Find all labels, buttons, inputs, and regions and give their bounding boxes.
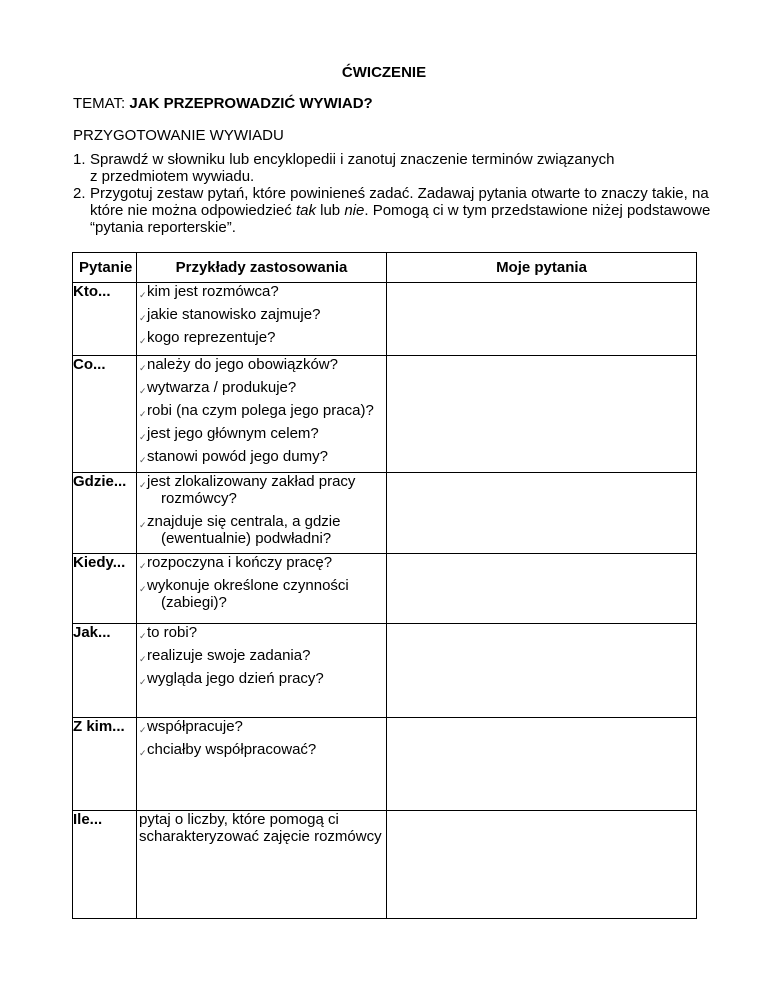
table-row (73, 811, 697, 919)
table-row (73, 718, 697, 811)
my-questions-cell[interactable] (387, 624, 697, 718)
example-text-cont: (ewentualnie) podwładni? (161, 530, 332, 547)
my-questions-cell[interactable] (387, 811, 697, 919)
example-item (137, 379, 386, 396)
example-text: rozpoczyna i kończy pracę? (147, 554, 333, 571)
topic-value: JAK PRZEPROWADZIĆ WYWIAD? (129, 95, 373, 112)
check-bullet-icon: ✓ (139, 725, 147, 735)
example-note: pytaj o liczby, które pomogą ci scharakteryzować zajęcie rozmówcy (139, 811, 382, 845)
step-text: lub (315, 202, 345, 219)
examples-cell (137, 356, 387, 473)
example-text: jest jego głównym celem? (147, 425, 319, 442)
check-bullet-icon: ✓ (139, 363, 147, 373)
table-row (73, 283, 697, 356)
check-bullet-icon: ✓ (139, 336, 147, 346)
example-text: jakie stanowisko zajmuje? (147, 306, 321, 323)
question-word: Kiedy... (73, 554, 137, 624)
check-bullet-icon: ✓ (139, 631, 147, 641)
step-number: 2. (73, 185, 86, 202)
example-text: kogo reprezentuje? (147, 329, 276, 346)
step-text-cont: z przedmiotem wywiadu. (90, 168, 255, 185)
step-emphasis: nie (344, 202, 365, 219)
example-item (137, 741, 386, 758)
examples-cell (137, 473, 387, 554)
check-bullet-icon: ✓ (139, 290, 147, 300)
questions-table (72, 252, 697, 919)
example-item (137, 554, 386, 571)
check-bullet-icon: ✓ (139, 455, 147, 465)
check-bullet-icon: ✓ (139, 409, 147, 419)
example-text-cont: rozmówcy? (161, 490, 237, 507)
example-item (137, 329, 386, 346)
example-text: robi (na czym polega jego praca)? (147, 402, 374, 419)
question-word: Kto... (73, 283, 137, 356)
example-text: realizuje swoje zadania? (147, 647, 311, 664)
example-text: wytwarza / produkuje? (147, 379, 297, 396)
check-bullet-icon: ✓ (139, 584, 147, 594)
my-questions-cell[interactable] (387, 356, 697, 473)
check-bullet-icon: ✓ (139, 480, 147, 490)
question-word: Jak... (73, 624, 137, 718)
example-text: współpracuje? (147, 718, 243, 735)
example-text: chciałby współpracować? (147, 741, 317, 758)
check-bullet-icon: ✓ (139, 654, 147, 664)
example-item (137, 624, 386, 641)
steps-list (73, 151, 713, 236)
topic-label: TEMAT: (73, 95, 130, 112)
example-item (137, 425, 386, 442)
example-item (137, 356, 386, 373)
table-header-row (73, 253, 697, 283)
topic-line (73, 95, 373, 112)
question-word: Ile... (73, 811, 137, 919)
step-item (73, 185, 713, 236)
example-text: znajduje się centrala, a gdzie (147, 513, 341, 530)
example-item (137, 448, 386, 465)
examples-cell (137, 283, 387, 356)
check-bullet-icon: ✓ (139, 561, 147, 571)
check-bullet-icon: ✓ (139, 748, 147, 758)
example-text: wygląda jego dzień pracy? (147, 670, 324, 687)
example-item (137, 670, 386, 687)
example-item (137, 647, 386, 664)
check-bullet-icon: ✓ (139, 677, 147, 687)
step-text: . Pomogą ci w tym przedstawione niżej podstawowe “pytania reporterskie”. (90, 202, 711, 236)
example-item (137, 402, 386, 419)
example-item (137, 306, 386, 323)
table-row (73, 473, 697, 554)
example-text: należy do jego obowiązków? (147, 356, 338, 373)
question-word: Gdzie... (73, 473, 137, 554)
example-item (137, 473, 386, 507)
check-bullet-icon: ✓ (139, 386, 147, 396)
example-text-cont: (zabiegi)? (161, 594, 227, 611)
check-bullet-icon: ✓ (139, 520, 147, 530)
question-word: Co... (73, 356, 137, 473)
check-bullet-icon: ✓ (139, 432, 147, 442)
examples-cell (137, 718, 387, 811)
example-text: jest zlokalizowany zakład pracy (147, 473, 356, 490)
examples-cell (137, 554, 387, 624)
examples-cell (137, 624, 387, 718)
step-emphasis: tak (295, 202, 316, 219)
column-header: Przykłady zastosowania (137, 253, 387, 283)
example-item (137, 718, 386, 735)
question-word: Z kim... (73, 718, 137, 811)
example-item (137, 283, 386, 300)
example-item (137, 577, 386, 611)
example-item (137, 513, 386, 547)
table-row (73, 624, 697, 718)
table-row (73, 356, 697, 473)
step-number: 1. (73, 151, 86, 168)
example-text: wykonuje określone czynności (147, 577, 349, 594)
column-header: Moje pytania (387, 253, 697, 283)
check-bullet-icon: ✓ (139, 313, 147, 323)
step-item (73, 151, 713, 185)
step-text: Przygotuj zestaw pytań, które powinieneś zadać. Zadawaj pytania otwarte to znaczy takie, na które nie można odpowiedzieć (90, 185, 709, 219)
section-title: PRZYGOTOWANIE WYWIADU (73, 127, 284, 144)
my-questions-cell[interactable] (387, 554, 697, 624)
examples-cell (137, 811, 387, 919)
my-questions-cell[interactable] (387, 718, 697, 811)
my-questions-cell[interactable] (387, 473, 697, 554)
example-text: kim jest rozmówca? (147, 283, 279, 300)
table-row (73, 554, 697, 624)
example-text: stanowi powód jego dumy? (147, 448, 328, 465)
page-heading: ĆWICZENIE (341, 64, 427, 81)
my-questions-cell[interactable] (387, 283, 697, 356)
step-text: Sprawdź w słowniku lub encyklopedii i zanotuj znaczenie terminów związanych (90, 151, 615, 168)
example-text: to robi? (147, 624, 198, 641)
column-header: Pytanie (73, 253, 137, 283)
